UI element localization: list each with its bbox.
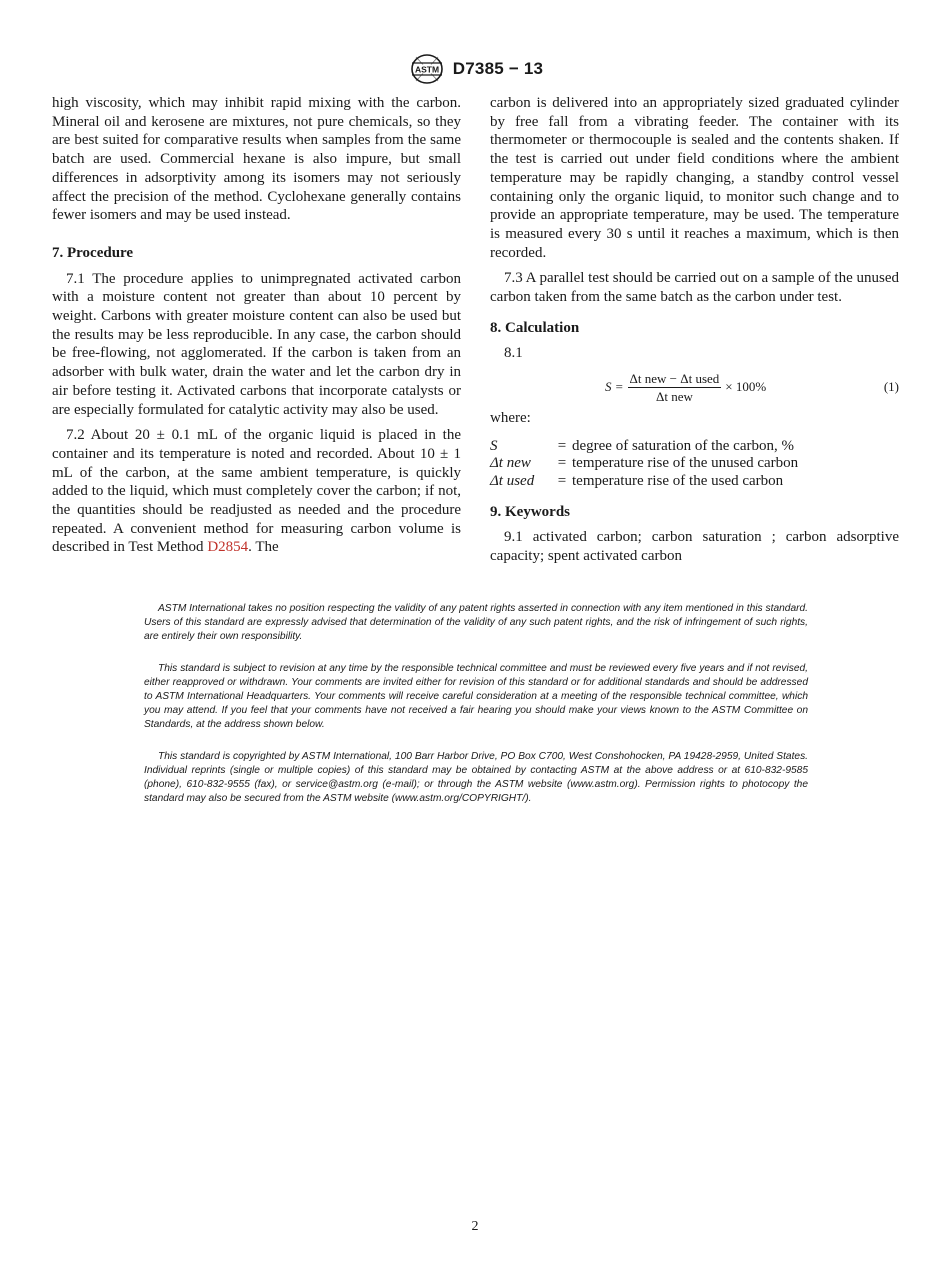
definition-row [490,455,899,473]
d2854-link[interactable]: D2854 [207,539,249,556]
paragraph-continued: high viscosity, which may inhibit rapid mixing with the carbon. Mineral oil and kerosene are mixtures, not pure chemicals, so they are best suited for comparative results when samples from the same batch are used. Commercial hexane is also impure, but small differences in adsorptivity among its isomers may not seriously affect the precision of the method. Cyclohexane generally contains fewer isomers and may be used instead. [52,95,461,224]
equation-lhs: S = [605,378,624,394]
definition-text: degree of saturation of the carbon, % [572,437,794,454]
definition-row [490,473,899,491]
paragraph-7-3: 7.3 A parallel test should be carried out on a sample of the unused carbon taken from the same batch as the carbon under test. [490,270,899,306]
logo-text: ASTM [414,64,439,75]
page-number: 2 [471,1219,479,1234]
paragraph-7-1: 7.1 The procedure applies to unimpregnated activated carbon with a moisture content not greater than about 10 percent by weight. Carbons with greater moisture content can also be used but the results may be less reproducible. In any case, the carbon should be free-flowing, not agglomerated. If the carbon is taken from an adsorber with bulk water, drain the water and let the carbon dry in air before testing it. Activated carbons that incorporate catalysts or are especially formulated for catalytic activity may also be used. [52,270,461,418]
equation-numerator: Δt new − Δt used [629,370,720,386]
paragraph-7-2-continued: carbon is delivered into an appropriately sized graduated cylinder by free fall from a vibrating feeder. The container with its thermometer or thermocouple is sealed and the contents shaken. If the test is carried out under field conditions where the ambient temperature may be rapidly changing, a standby control vessel containing only the organic liquid, to monitor such change and to provide an appropriate temperature, may be used. The temperature is measured every 30 s until it reaches a maximum, which is then recorded. [490,95,899,261]
equation-denominator: Δt new [655,388,693,404]
astm-logo-icon [407,53,447,85]
paragraph-7-2 [52,426,461,557]
standard-designation: D7385 − 13 [452,59,544,78]
definition-equals: = [557,437,567,454]
section-7-heading: 7. Procedure [52,244,134,261]
notice-revision: This standard is subject to revision at any time by the responsible technical committee and must be reviewed every five years and if not revised, either reapproved or withdrawn. Your comments are invited either for revision of this standard or for additional standards and should be addressed to ASTM International Headquarters. Your comments will receive careful consideration at a meeting of the responsible technical committee, which you may attend. If you feel that your comments have not received a fair hearing you should make your views known to the ASTM Committee on Standards, at the address shown below. [144,663,808,730]
definition-text: temperature rise of the used carbon [572,473,784,490]
notice-patent: ASTM International takes no position respecting the validity of any patent rights asserted in connection with any item mentioned in this standard. Users of this standard are expressly advised that determination of the validity of any such patent rights, and the risk of infringement of such rights, are entirely their own responsibility. [144,603,808,642]
where-label: where: [490,410,531,427]
astm-notices [144,602,808,825]
equation-number: (1) [883,379,899,395]
equation-fraction [628,371,722,404]
definition-symbol: S [490,437,498,454]
definition-equals: = [557,473,567,490]
equation-1 [490,367,899,409]
left-column [52,94,461,557]
section-9-heading: 9. Keywords [490,503,570,520]
paragraph-7-2-tail: . The [248,539,279,556]
section-8-heading: 8. Calculation [490,319,580,336]
paragraph-8-1: 8.1 [504,345,523,362]
paragraph-7-2-text: 7.2 About 20 ± 0.1 mL of the organic liquid is placed in the container and its temperature is noted and recorded. About 10 ± 1 mL of the carbon, at the same ambient temperature, is quickly added to the liquid, which must completely cover the carbon; if not, the quantities should be readjusted as needed and the procedure repeated. A convenient method for measuring carbon volume is described in Test Method [52,427,461,556]
definition-symbol: Δt new [490,455,531,472]
page-header [0,52,950,86]
definition-list [490,438,899,491]
definition-row [490,438,899,456]
paragraph-9-1: 9.1 activated carbon; carbon saturation ; carbon adsorptive capacity; spent activated carbon [490,529,899,565]
equation-multiplier: × 100% [725,378,767,394]
definition-text: temperature rise of the unused carbon [572,455,799,472]
notice-copyright: This standard is copyrighted by ASTM International, 100 Barr Harbor Drive, PO Box C700, West Conshohocken, PA 19428-2959, United States. Individual reprints (single or multiple copies) of this standard may be obtained by contacting ASTM at the above address or at 610-832-9585 (phone), 610-832-9555 (fax), or service@astm.org (e-mail); or through the ASTM website (www.astm.org). Permission rights to photocopy the standard may also be secured from the ASTM website (www.astm.org/COPYRIGHT/). [144,751,808,804]
definition-symbol: Δt used [490,473,535,490]
definition-equals: = [557,455,567,472]
right-column [490,94,899,566]
